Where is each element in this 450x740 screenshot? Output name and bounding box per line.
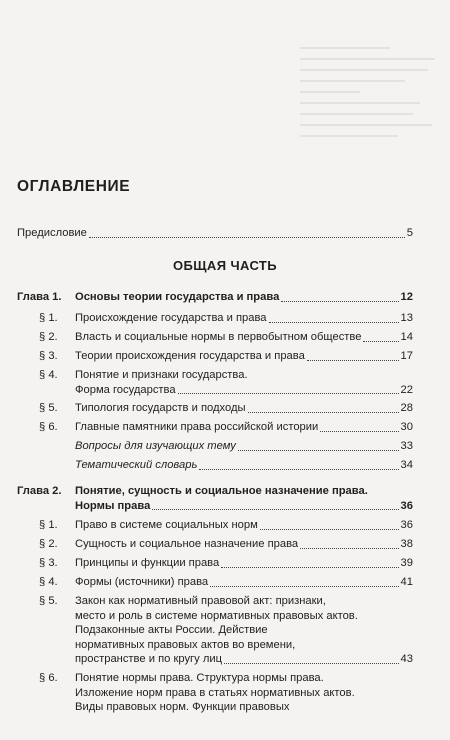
entry-text: нормативных правовых актов во времени, [75,638,296,651]
entry-text: Закон как нормативный правовой акт: признаки, [75,595,326,607]
section-label: § 4. [39,576,58,588]
section-label: § 6. [39,421,58,433]
leader-dots [248,412,399,413]
page-number: 13 [400,312,413,324]
entry-text: Происхождение государства и права [75,312,267,324]
page-number: 38 [400,538,413,550]
chapter-title: Понятие, сущность и социальное назначение права. [75,485,368,497]
page-number: 34 [400,459,413,471]
entry-text: Подзаконные акты России. Действие [75,624,268,637]
entry-text: Форма государства [75,383,176,396]
entry-text: Предисловие [17,227,87,239]
entry-text: Принципы и функции права [75,557,220,569]
entry-text: Типология государств и подходы [75,402,246,414]
leader-dots [224,663,399,664]
entry-text: Тематический словарь [75,459,198,471]
page-number: 14 [400,331,413,343]
leader-dots [320,431,398,432]
entry-text: Теории происхождения государства и права [75,350,305,362]
chapter-label: Глава 2. [17,485,62,497]
entry-text: место и роль в системе нормативных правовых актов. [75,609,358,622]
page-number: 12 [400,291,413,303]
page-number: 39 [400,557,413,569]
entry-text: Власть и социальные нормы в первобытном обществе [75,331,362,343]
toc-title: ОГЛАВЛЕНИЕ [17,178,131,195]
leader-dots [238,450,399,451]
chapter-label: Глава 1. [17,291,62,303]
entry-text: Изложение норм права в статьях нормативных актов. [75,686,355,699]
page-number: 22 [400,383,413,396]
page-number: 28 [400,402,413,414]
page-number: 33 [400,440,413,452]
entry-text: Понятие и признаки государства. [75,369,248,381]
section-label: § 3. [39,350,58,362]
leader-dots [260,529,399,530]
entry-text: Сущность и социальное назначение права [75,538,299,550]
section-label: § 5. [39,595,58,607]
section-label: § 6. [39,672,58,684]
section-label: § 4. [39,369,58,381]
page-number: 36 [400,499,413,512]
section-label: § 2. [39,538,58,550]
entry-text: Вопросы для изучающих тему [75,440,236,452]
chapter-title: Нормы права [75,499,151,512]
leader-dots [210,586,398,587]
entry-text: Понятие нормы права. Структура нормы права. [75,672,324,684]
section-label: § 3. [39,557,58,569]
entry-text: пространстве и по кругу лиц [75,653,223,666]
leader-dots [152,509,398,510]
page-number: 5 [406,227,413,239]
section-label: § 1. [39,519,58,531]
page-number: 43 [400,653,413,666]
leader-dots [221,567,398,568]
page-number: 36 [400,519,413,531]
page-number: 17 [400,350,413,362]
leader-dots [269,322,399,323]
section-label: § 5. [39,402,58,414]
page-number: 30 [400,421,413,433]
page-number: 41 [400,576,413,588]
leader-dots [307,360,399,361]
leader-dots [178,393,399,394]
leader-dots [363,341,398,342]
section-label: § 1. [39,312,58,324]
section-label: § 2. [39,331,58,343]
chapter-title: Основы теории государства и права [75,291,280,303]
entry-text: Формы (источники) права [75,576,209,588]
entry-text: Главные памятники права российской истории [75,421,319,433]
entry-text: Право в системе социальных норм [75,519,258,531]
leader-dots [89,237,405,238]
entry-text: Виды правовых норм. Функции правовых [75,701,290,714]
leader-dots [199,469,398,470]
leader-dots [300,548,398,549]
part-title: ОБЩАЯ ЧАСТЬ [173,258,277,273]
leader-dots [281,301,398,302]
